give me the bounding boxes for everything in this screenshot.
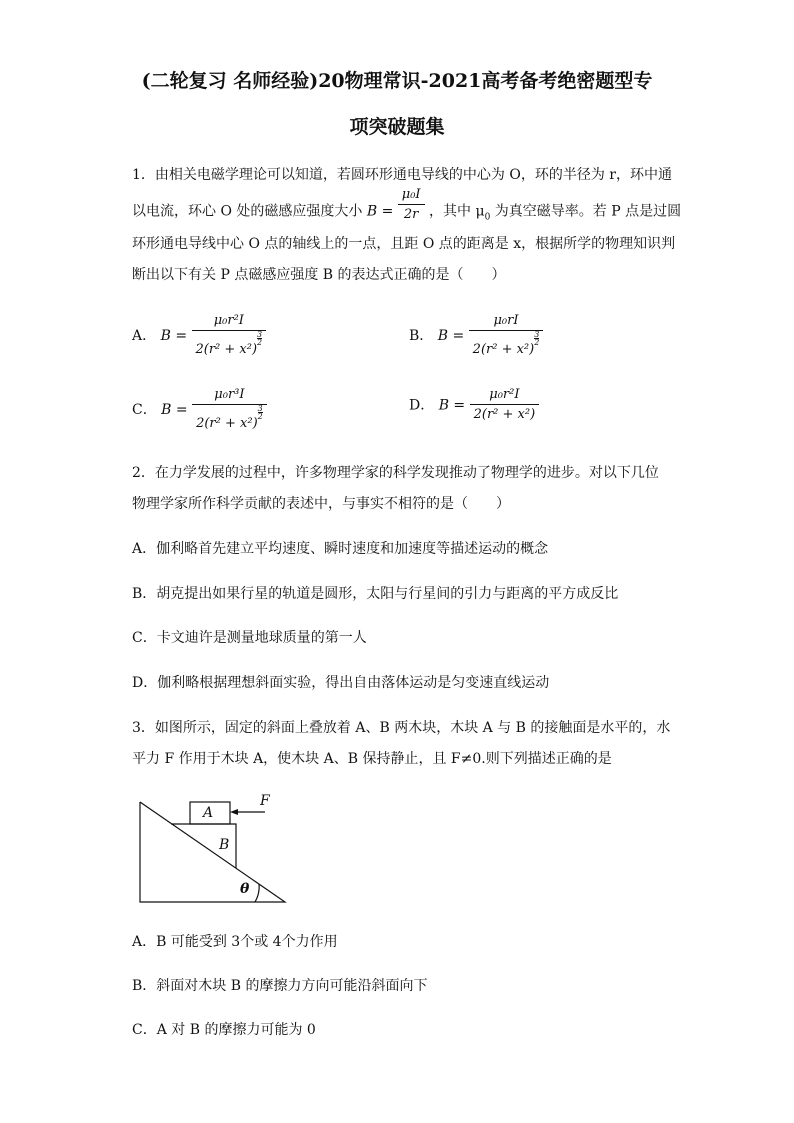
- label-theta: θ: [240, 881, 250, 897]
- q1-option-a[interactable]: A． B = μ₀r²I 2(r² + x²) $\frac{3}{2}$: [132, 312, 266, 360]
- label-block-a: A: [203, 805, 214, 821]
- q1-formula-denominator: 2r: [403, 207, 419, 222]
- q3-text-line-2: 平力 F 作用于木块 A，使木块 A、B 保持静止，且 F≠0.则下列描述正确的是: [132, 751, 612, 767]
- q1-formula-lhs: B =: [366, 203, 394, 220]
- q2-option-c[interactable]: C．卡文迪许是测量地球质量的第一人: [132, 630, 367, 646]
- q3-option-c[interactable]: C．A 对 B 的摩擦力可能为 0: [132, 1022, 316, 1038]
- q1-text-line-4: 断出以下有关 P 点磁感应强度 B 的表达式正确的是（ ）: [132, 267, 506, 283]
- q2-option-b[interactable]: B．胡克提出如果行星的轨道是圆形，太阳与行星间的引力与距离的平方成反比: [132, 586, 619, 602]
- q1-text-line-2: 以电流，环心 O 处的磁感应强度大小 B = $\frac{\text{μ₀I}}{2r}$ ，其中 $\mu_0$ 为真空磁导率。若 P 点是过圆: [132, 198, 681, 225]
- page-title-line-2: 项突破题集: [349, 116, 445, 138]
- page-title-line-1: (二轮复习 名师经验)20物理常识-2021高考备考绝密题型专: [141, 70, 653, 92]
- q1-option-b[interactable]: B． B = μ₀rI 2(r² + x²) $\frac{3}{2}$: [409, 312, 543, 360]
- q1-text-line-1: 1．由相关电磁学理论可以知道，若圆环形通电导线的中心为 O，环的半径为 r，环中通: [132, 167, 672, 183]
- q3-text-line-1: 3．如图所示，固定的斜面上叠放着 A、B 两木块，木块 A 与 B 的接触面是水平的，水: [132, 720, 671, 736]
- q2-text-line-2: 物理学家所作科学贡献的表述中，与事实不相符的是（ ）: [132, 496, 510, 512]
- angle-arc: [255, 884, 259, 902]
- q1-text-line-3: 环形通电导线中心 O 点的轴线上的一点，且距 O 点的距离是 x，根据所学的物理知识判: [132, 236, 676, 252]
- q1-formula-fraction: [398, 186, 425, 225]
- q2-text-line-1: 2．在力学发展的过程中，许多物理学家的科学发现推动了物理学的进步。对以下几位: [132, 465, 659, 481]
- label-force-f: F: [260, 793, 270, 809]
- label-block-b: B: [219, 837, 230, 853]
- q1-text-line-2b: ，其中 μ: [429, 203, 485, 220]
- q1-text-line-2a: 以电流，环心 O 处的磁感应强度大小: [132, 203, 367, 220]
- q1-formula-numerator: μ₀I: [398, 186, 425, 205]
- incline-figure: [130, 790, 300, 910]
- q2-option-d[interactable]: D．伽利略根据理想斜面实验，得出自由落体运动是匀变速直线运动: [132, 675, 550, 691]
- force-arrow-head: [230, 809, 238, 815]
- q2-option-a[interactable]: A．伽利略首先建立平均速度、瞬时速度和加速度等描述运动的概念: [132, 541, 549, 557]
- q3-option-a[interactable]: A．B 可能受到 3个或 4个力作用: [132, 934, 338, 950]
- q1-option-c[interactable]: C． B = μ₀r³I 2(r² + x²) $\frac{3}{2}$: [132, 386, 267, 434]
- q3-option-b[interactable]: B．斜面对木块 B 的摩擦力方向可能沿斜面向下: [132, 978, 428, 994]
- q1-text-line-2c: 为真空磁导率。若 P 点是过圆: [494, 203, 682, 220]
- q1-option-d[interactable]: D． B = $\frac{\text{μ₀r²I}}{\text{2(r² + x²)}}$: [409, 386, 539, 425]
